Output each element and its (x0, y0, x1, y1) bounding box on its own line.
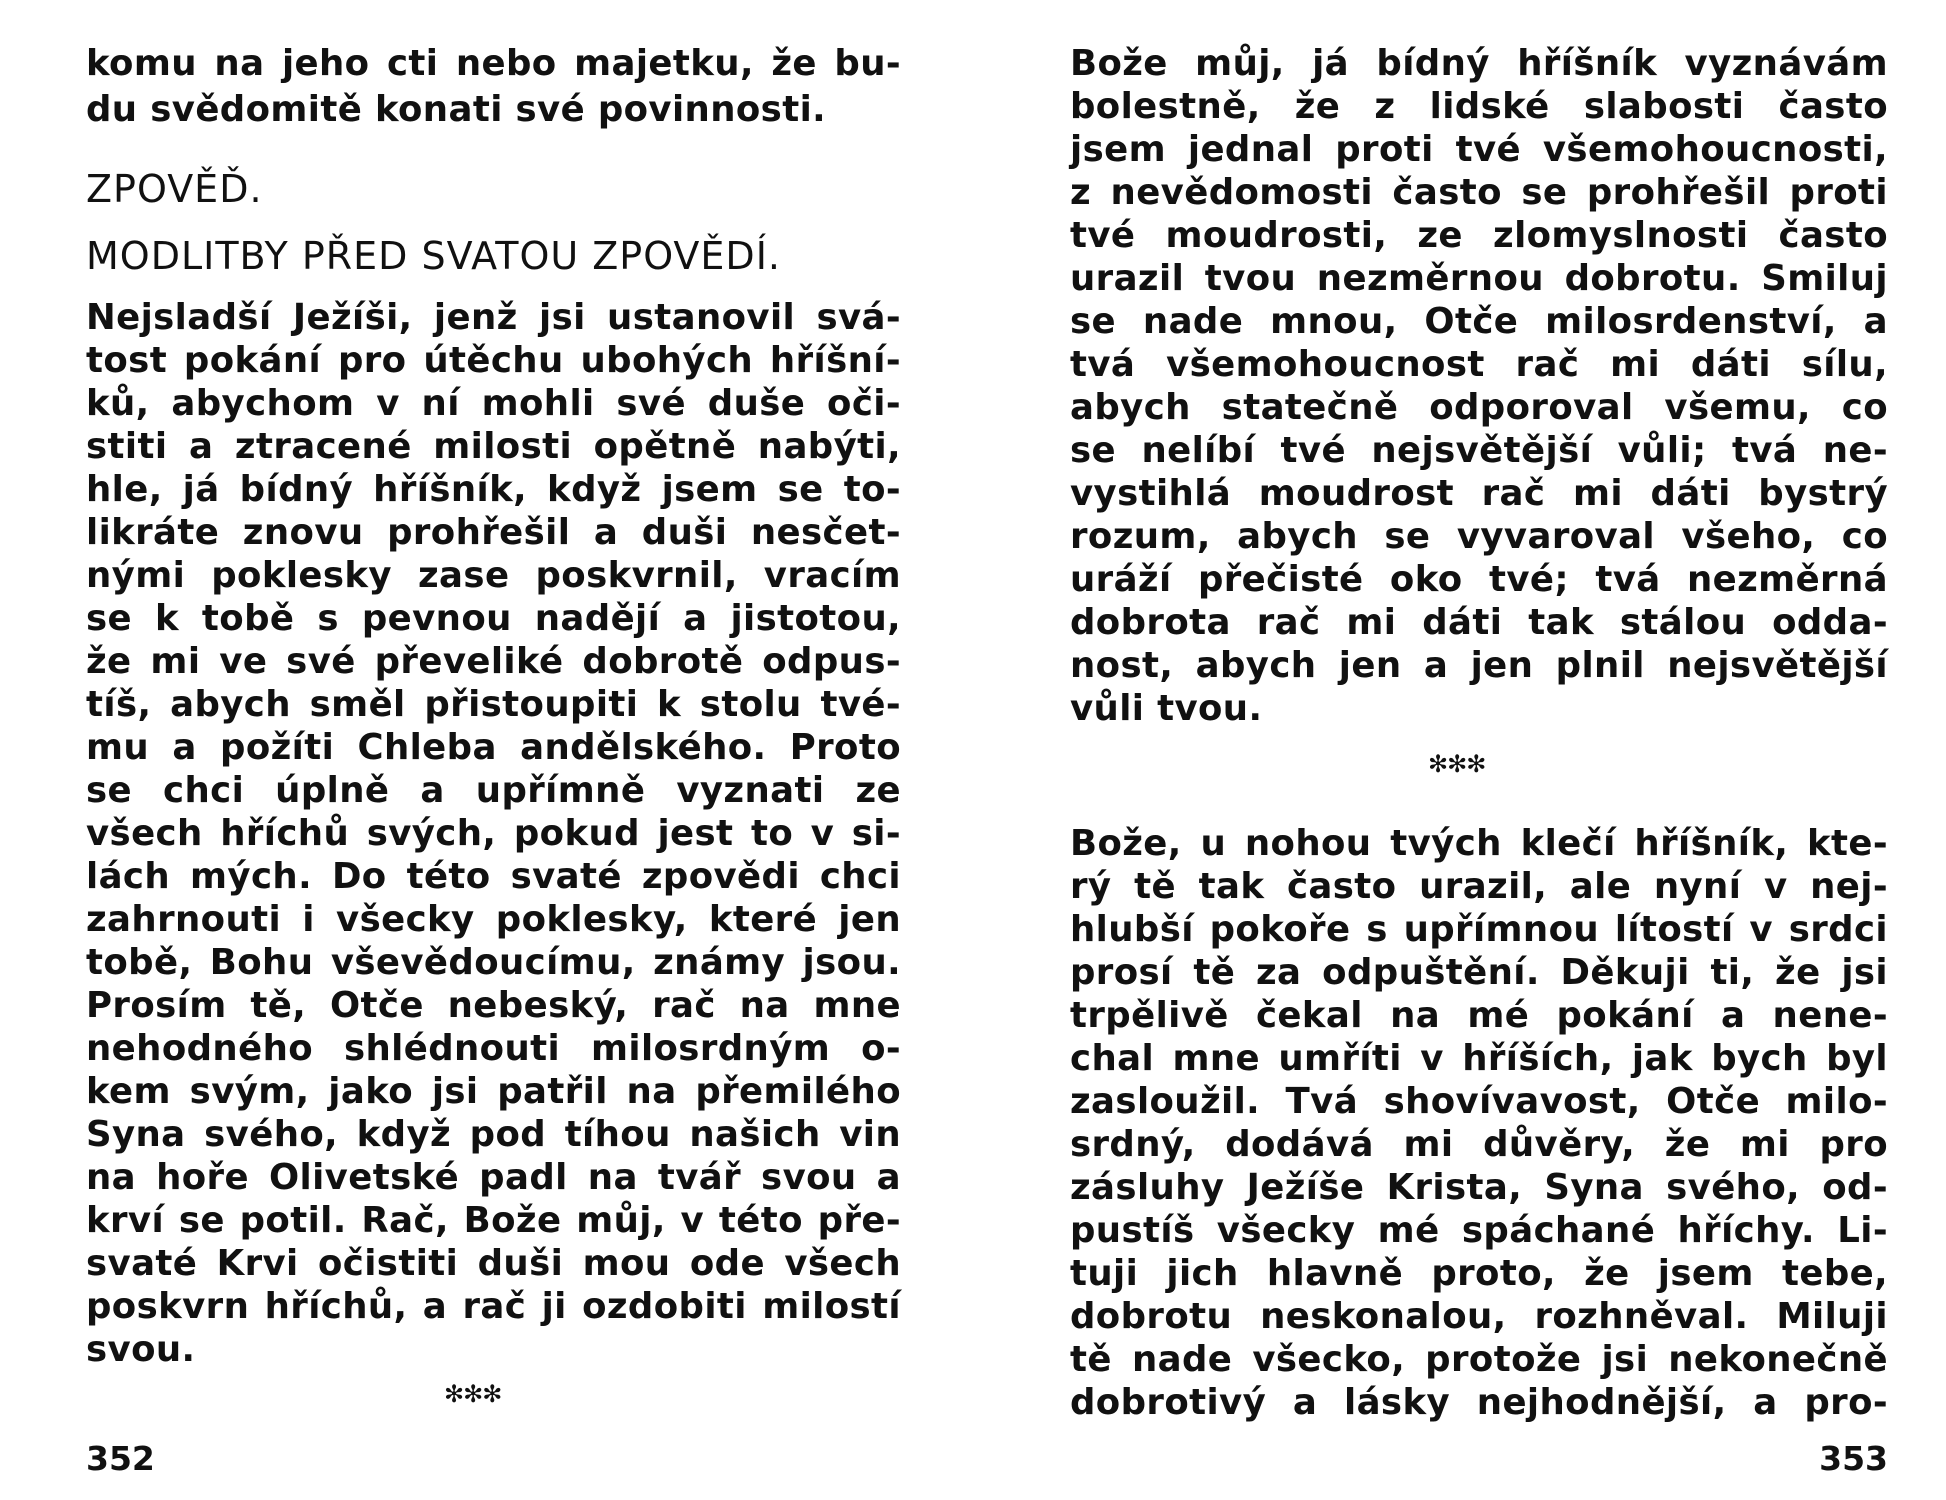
page-number: 352 (86, 1439, 155, 1478)
text-line: tvá všemohoucnost rač mi dáti sílu, (1070, 344, 1888, 385)
text-line: svou. (86, 1329, 196, 1370)
text-line: likráte znovu prohřešil a duši nesčet- (86, 512, 901, 553)
text-line: jsem jednal proti tvé všemohoucnosti, (1070, 129, 1888, 170)
text-line: Syna svého, když pod tíhou našich vin (86, 1114, 901, 1155)
text-line: se nade mnou, Otče milosrdenství, a (1070, 301, 1888, 342)
text-line: rozum, abych se vyvaroval všeho, co (1070, 516, 1888, 557)
text-line: tobě, Bohu vševědoucímu, známy jsou. (86, 942, 901, 983)
text-line: urazil tvou nezměrnou dobrotu. Smiluj (1070, 258, 1888, 299)
text-line: poskvrn hříchů, a rač ji ozdobiti milostí (86, 1286, 901, 1327)
text-line: ků, abychom v ní mohli své duše oči- (86, 383, 901, 424)
text-line: srdný, dodává mi důvěry, že mi pro (1070, 1124, 1888, 1165)
asterism-ornament: ✻✻✻ (1428, 750, 1486, 778)
text-line: na hoře Olivetské padl na tvář svou a (86, 1157, 901, 1198)
text-line: dobrotivý a lásky nejhodnější, a pro- (1070, 1382, 1888, 1423)
text-line: tíš, abych směl přistoupiti k stolu tvé- (86, 684, 901, 725)
text-line: se chci úplně a upřímně vyznati ze (86, 770, 901, 811)
text-line: svaté Krvi očistiti duši mou ode všech (86, 1243, 901, 1284)
right-page (1070, 0, 1888, 1500)
text-line: lách mých. Do této svaté zpovědi chci (86, 856, 901, 897)
text-line: zásluhy Ježíše Krista, Syna svého, od- (1070, 1167, 1888, 1208)
text-line: pustíš všecky mé spáchané hříchy. Li- (1070, 1210, 1888, 1251)
text-line: du svědomitě konati své povinnosti. (86, 89, 827, 130)
text-line: abych statečně odporoval všemu, co (1070, 387, 1888, 428)
text-line: tvé moudrosti, ze zlomyslnosti často (1070, 215, 1888, 256)
text-line: Bože, u nohou tvých klečí hříšník, kte- (1070, 823, 1888, 864)
text-line: trpělivě čekal na mé pokání a nene- (1070, 995, 1888, 1036)
text-line: všech hříchů svých, pokud jest to v si- (86, 813, 901, 854)
text-line: kem svým, jako jsi patřil na přemilého (86, 1071, 901, 1112)
text-line: mu a požíti Chleba andělského. Proto (86, 727, 901, 768)
text-line: uráží přečisté oko tvé; tvá nezměrná (1070, 559, 1888, 600)
text-line: že mi ve své převeliké dobrotě odpus- (86, 641, 901, 682)
text-line: rý tě tak často urazil, ale nyní v nej- (1070, 866, 1888, 907)
text-line: zahrnouti i všecky poklesky, které jen (86, 899, 901, 940)
text-line: dobrota rač mi dáti tak stálou odda- (1070, 602, 1888, 643)
text-line: Nejsladší Ježíši, jenž jsi ustanovil svá- (86, 297, 901, 338)
text-line: Bože můj, já bídný hříšník vyznávám (1070, 43, 1888, 84)
text-line: vůli tvou. (1070, 688, 1263, 729)
subheading: MODLITBY PŘED SVATOU ZPOVĚDÍ. (86, 234, 781, 278)
text-line: dobrotu neskonalou, rozhněval. Miluji (1070, 1296, 1888, 1337)
section-heading: ZPOVĚĎ. (86, 167, 263, 211)
text-line: tě nade všecko, protože jsi nekonečně (1070, 1339, 1888, 1380)
text-line: Prosím tě, Otče nebeský, rač na mne (86, 985, 901, 1026)
text-line: tost pokání pro útěchu ubohých hříšní- (86, 340, 901, 381)
text-line: z nevědomosti často se prohřešil proti (1070, 172, 1888, 213)
text-line: tuji jich hlavně proto, že jsem tebe, (1070, 1253, 1888, 1294)
text-line: stiti a ztracené milosti opětně nabýti, (86, 426, 901, 467)
asterism-ornament: ✻✻✻ (444, 1380, 502, 1408)
text-line: bolestně, že z lidské slabosti často (1070, 86, 1888, 127)
text-line: chal mne umříti v hříších, jak bych byl (1070, 1038, 1888, 1079)
text-line: nost, abych jen a jen plnil nejsvětější (1070, 645, 1888, 686)
text-line: zasloužil. Tvá shovívavost, Otče milo- (1070, 1081, 1888, 1122)
text-line: se k tobě s pevnou nadějí a jistotou, (86, 598, 901, 639)
text-line: vystihlá moudrost rač mi dáti bystrý (1070, 473, 1888, 514)
text-line: komu na jeho cti nebo majetku, že bu- (86, 43, 901, 84)
left-page (86, 0, 901, 1500)
page-number: 353 (1819, 1439, 1888, 1478)
text-line: krví se potil. Rač, Bože můj, v této pře- (86, 1200, 901, 1241)
text-line: se nelíbí tvé nejsvětější vůli; tvá ne- (1070, 430, 1888, 471)
text-line: nehodného shlédnouti milosrdným o- (86, 1028, 901, 1069)
text-line: nými poklesky zase poskvrnil, vracím (86, 555, 901, 596)
text-line: hle, já bídný hříšník, když jsem se to- (86, 469, 901, 510)
text-line: hlubší pokoře s upřímnou lítostí v srdci (1070, 909, 1888, 950)
text-line: prosí tě za odpuštění. Děkuji ti, že jsi (1070, 952, 1888, 993)
